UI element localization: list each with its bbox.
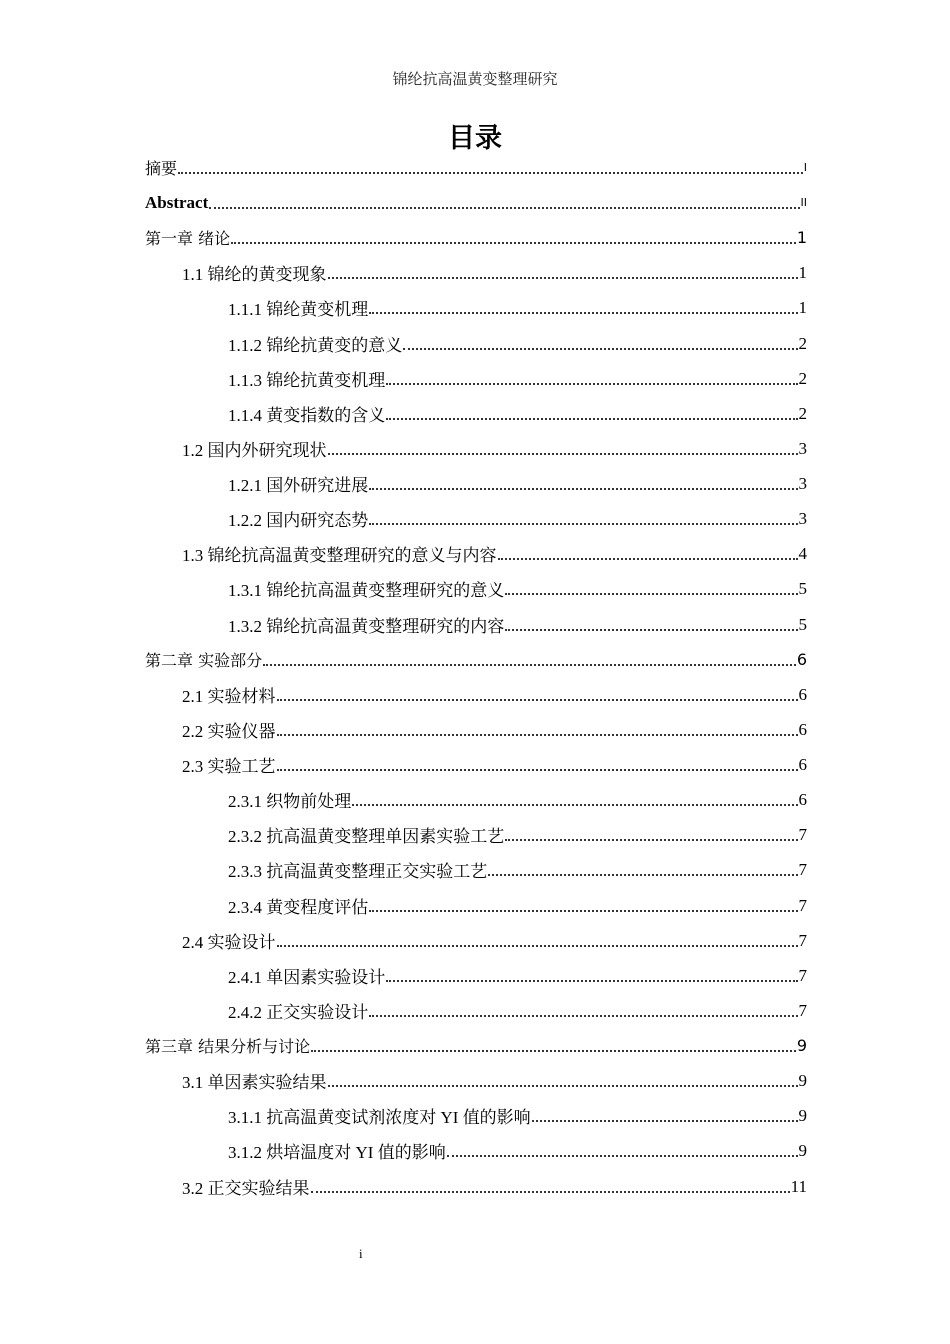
dot-leader: [369, 488, 797, 490]
toc-entry-label: 3.1.1 抗高温黄变试剂浓度对 YI 值的影响: [228, 1108, 531, 1127]
toc-entry-page: 9: [798, 1105, 807, 1125]
dot-leader: [505, 629, 797, 631]
page-number: i: [359, 1246, 363, 1261]
toc-entry-2-1[interactable]: [182, 677, 807, 712]
dot-leader: [386, 383, 797, 385]
toc-entry-label: 2.4 实验设计: [182, 933, 276, 952]
toc-entry-1-2-2[interactable]: [228, 501, 807, 536]
toc-entry-chapter-2[interactable]: [145, 642, 807, 677]
toc-entry-abstract-en[interactable]: [145, 185, 807, 220]
toc-entry-label: 2.3.3 抗高温黄变整理正交实验工艺: [228, 862, 488, 881]
dot-leader: [263, 664, 796, 666]
toc-entry-label: 2.3.2 抗高温黄变整理单因素实验工艺: [228, 827, 505, 846]
toc-entry-label: 1.1.1 锦纶黄变机理: [228, 300, 369, 319]
dot-leader: [403, 348, 797, 350]
toc-entry-2-3-1[interactable]: [228, 782, 807, 817]
toc-entry-label: 第三章 结果分析与讨论: [145, 1037, 311, 1056]
running-header: 锦纶抗高温黄变整理研究: [392, 72, 558, 88]
dot-leader: [328, 277, 798, 279]
toc-entry-1-3-1[interactable]: [228, 571, 807, 606]
toc-entry-page: 7: [798, 895, 807, 915]
toc-entry-1-2-1[interactable]: [228, 466, 807, 501]
dot-leader: [311, 1050, 796, 1052]
dot-leader: [498, 558, 798, 560]
toc-entry-2-4-2[interactable]: [228, 993, 807, 1028]
toc-entry-page: 7: [798, 930, 807, 950]
dot-leader: [178, 172, 803, 174]
dot-leader: [311, 1191, 790, 1193]
toc-entry-1-3-2[interactable]: [228, 607, 807, 642]
dot-leader: [352, 804, 797, 806]
dot-leader: [386, 980, 797, 982]
toc-entry-label: 1.1 锦纶的黄变现象: [182, 265, 327, 284]
toc-entry-page: 3: [798, 438, 807, 458]
toc-entry-page: 1: [796, 228, 807, 247]
dot-leader: [488, 874, 797, 876]
toc-entry-label: 1.1.2 锦纶抗黄变的意义: [228, 336, 403, 355]
dot-leader: [277, 734, 798, 736]
toc-entry-1-1-3[interactable]: [228, 361, 807, 396]
toc-entry-page: 2: [798, 333, 807, 353]
toc-entry-2-4-1[interactable]: [228, 958, 807, 993]
dot-leader: [328, 1085, 798, 1087]
toc-entry-label: 第一章 绪论: [145, 229, 231, 248]
toc-entry-1-1-4[interactable]: [228, 396, 807, 431]
toc-entry-2-3[interactable]: [182, 747, 807, 782]
toc-entry-page: 6: [798, 719, 807, 739]
toc-entry-page: 7: [798, 824, 807, 844]
toc-entry-page: 5: [798, 578, 807, 598]
toc-title: 目录: [448, 123, 502, 154]
toc-entry-label: 1.3.2 锦纶抗高温黄变整理研究的内容: [228, 617, 505, 636]
toc-entry-1-1-1[interactable]: [228, 290, 807, 325]
toc-entry-page: 2: [798, 403, 807, 423]
toc-entry-2-3-3[interactable]: [228, 852, 807, 887]
toc-entry-3-2[interactable]: [182, 1169, 807, 1204]
toc-entry-label: 2.2 实验仪器: [182, 722, 276, 741]
toc-entry-abstract-cn[interactable]: [145, 150, 807, 185]
toc-entry-label: 摘要: [145, 159, 178, 178]
dot-leader: [277, 699, 798, 701]
toc-entry-chapter-3[interactable]: [145, 1028, 807, 1063]
toc-entry-1-1[interactable]: [182, 255, 807, 290]
dot-leader: [369, 910, 797, 912]
toc-entry-label: 2.3.1 织物前处理: [228, 792, 352, 811]
toc-entry-chapter-1[interactable]: [145, 220, 807, 255]
toc-entry-2-3-4[interactable]: [228, 888, 807, 923]
dot-leader: [277, 945, 798, 947]
toc-entry-label: 3.1 单因素实验结果: [182, 1073, 327, 1092]
toc-entry-1-3[interactable]: [182, 536, 807, 571]
toc-entry-page: 11: [790, 1176, 807, 1196]
toc-entry-page: 3: [798, 508, 807, 528]
toc-entry-page: 1: [798, 262, 807, 282]
toc-entry-label: Abstract: [145, 192, 209, 212]
dot-leader: [369, 1015, 797, 1017]
toc-entry-page: II: [800, 196, 807, 209]
toc-entry-label: 1.2 国内外研究现状: [182, 441, 327, 460]
toc-entry-2-4[interactable]: [182, 923, 807, 958]
dot-leader: [328, 453, 798, 455]
toc-entry-3-1-2[interactable]: [228, 1133, 807, 1168]
toc-entry-page: I: [803, 161, 807, 174]
toc-entry-label: 2.4.2 正交实验设计: [228, 1003, 369, 1022]
dot-leader: [505, 593, 797, 595]
dot-leader: [369, 312, 797, 314]
toc-entry-label: 1.2.2 国内研究态势: [228, 511, 369, 530]
toc-entry-1-1-2[interactable]: [228, 326, 807, 361]
toc-entry-label: 1.3.1 锦纶抗高温黄变整理研究的意义: [228, 581, 505, 600]
toc-entry-page: 6: [798, 789, 807, 809]
dot-leader: [505, 839, 797, 841]
dot-leader: [209, 207, 799, 209]
dot-leader: [369, 523, 797, 525]
toc-entry-label: 3.2 正交实验结果: [182, 1179, 310, 1198]
toc-entry-label: 2.3 实验工艺: [182, 757, 276, 776]
dot-leader: [277, 769, 798, 771]
toc-entry-page: 5: [798, 614, 807, 634]
toc-entry-label: 1.3 锦纶抗高温黄变整理研究的意义与内容: [182, 546, 497, 565]
toc-entry-label: 1.1.4 黄变指数的含义: [228, 406, 386, 425]
dot-leader: [386, 418, 797, 420]
toc-entry-label: 第二章 实验部分: [145, 651, 263, 670]
toc-entry-2-2[interactable]: [182, 712, 807, 747]
toc-entry-page: 6: [798, 754, 807, 774]
toc-entry-page: 9: [796, 1036, 807, 1055]
toc-entry-page: 7: [798, 1000, 807, 1020]
toc-entry-page: 9: [798, 1070, 807, 1090]
toc-entry-label: 3.1.2 烘培温度对 YI 值的影响: [228, 1143, 446, 1162]
dot-leader: [447, 1155, 798, 1157]
toc-entry-2-3-2[interactable]: [228, 817, 807, 852]
toc-entry-page: 6: [798, 684, 807, 704]
toc-entry-label: 2.1 实验材料: [182, 687, 276, 706]
toc-entry-label: 1.2.1 国外研究进展: [228, 476, 369, 495]
toc-entry-label: 2.4.1 单因素实验设计: [228, 968, 386, 987]
toc-entry-page: 4: [798, 543, 807, 563]
toc-entry-page: 1: [798, 297, 807, 317]
toc-entry-page: 6: [796, 650, 807, 669]
toc-entry-page: 9: [798, 1140, 807, 1160]
dot-leader: [231, 242, 796, 244]
toc-entry-page: 2: [798, 368, 807, 388]
toc-entry-label: 1.1.3 锦纶抗黄变机理: [228, 371, 386, 390]
toc-entry-page: 3: [798, 473, 807, 493]
toc-entry-3-1[interactable]: [182, 1063, 807, 1098]
toc-entry-page: 7: [798, 965, 807, 985]
toc-entry-label: 2.3.4 黄变程度评估: [228, 898, 369, 917]
toc-entry-page: 7: [798, 859, 807, 879]
toc-entry-3-1-1[interactable]: [228, 1098, 807, 1133]
dot-leader: [532, 1120, 798, 1122]
toc-entry-1-2[interactable]: [182, 431, 807, 466]
